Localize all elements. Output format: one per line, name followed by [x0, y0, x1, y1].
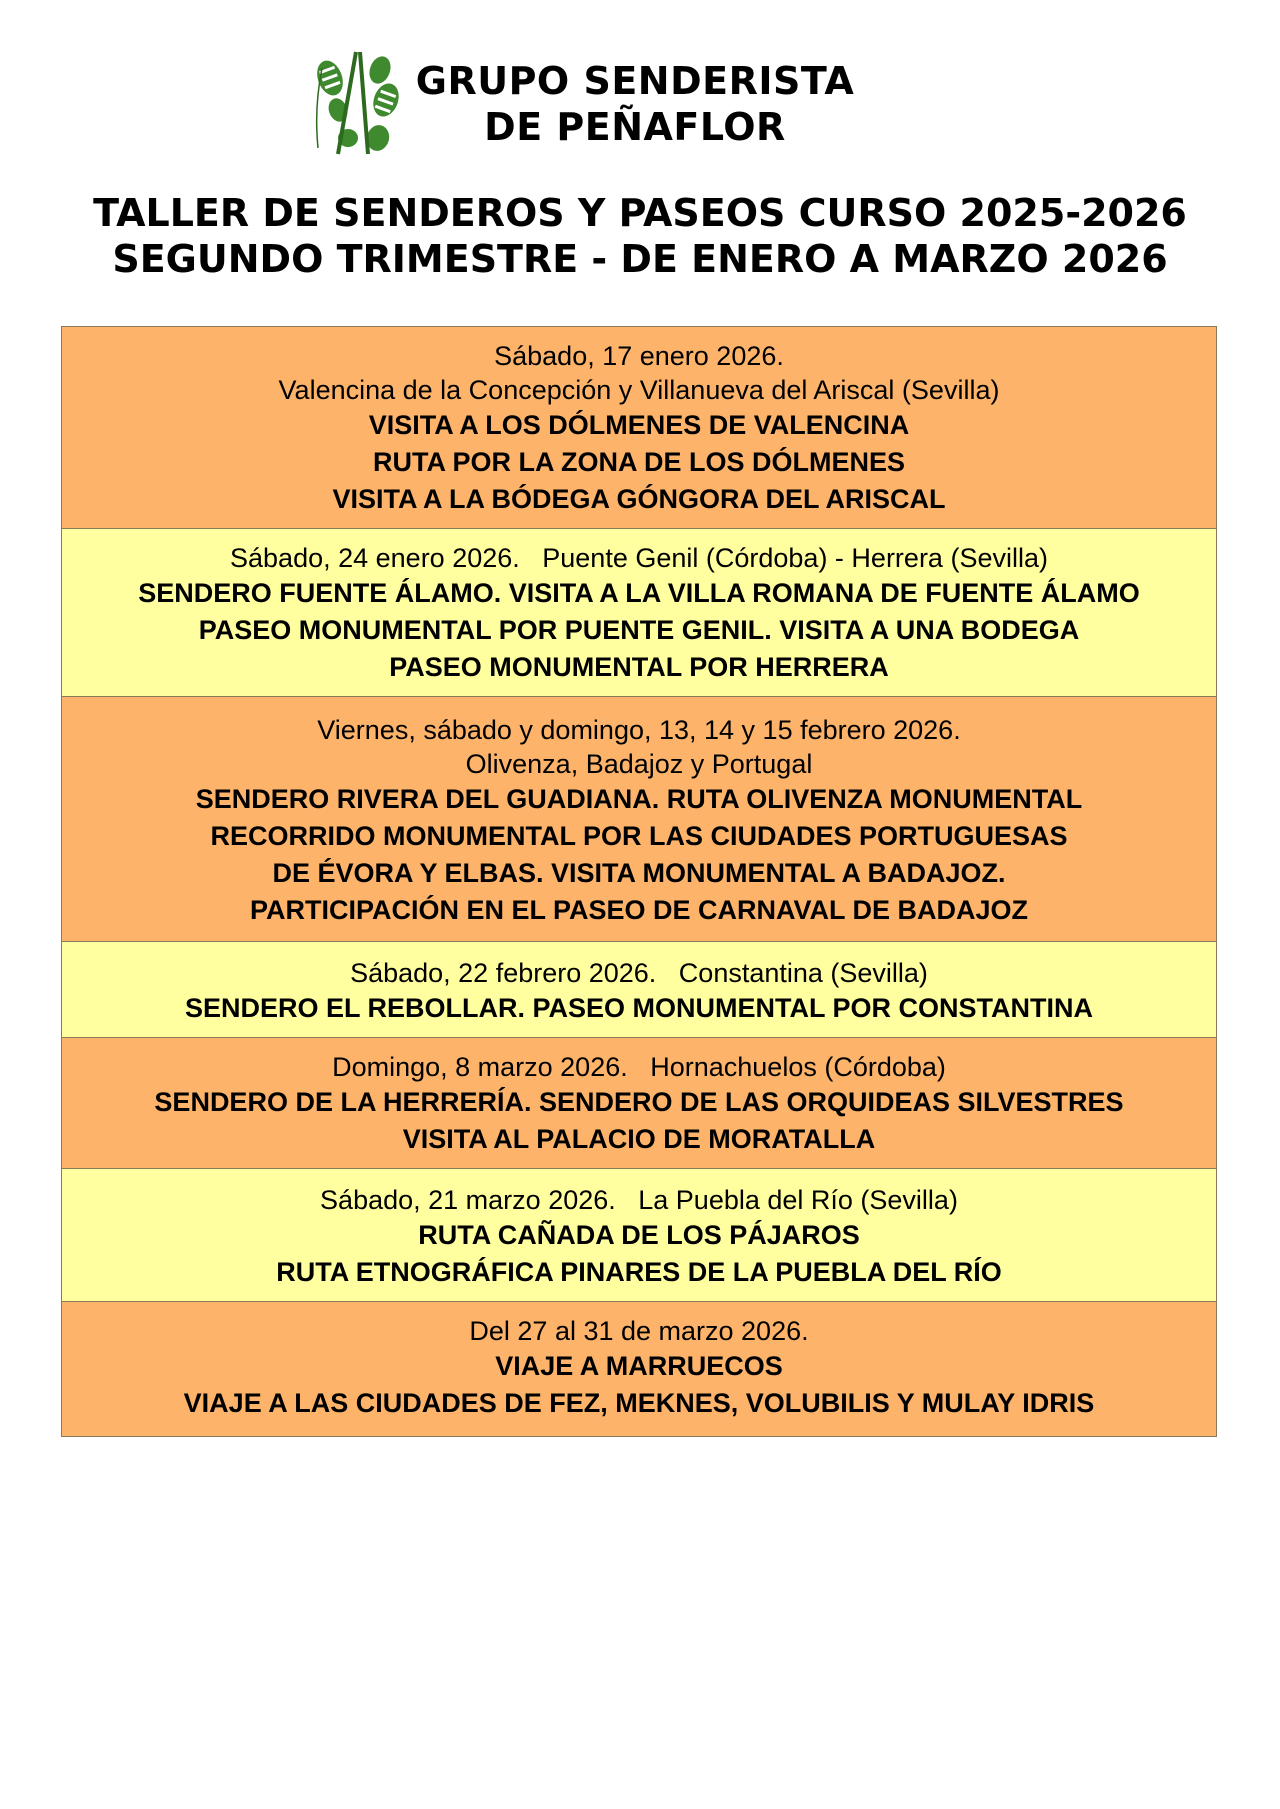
event-info: Olivenza, Badajoz y Portugal [465, 749, 813, 779]
event-row [62, 327, 1216, 529]
event-activity: VISITA A LA BÓDEGA GÓNGORA DEL ARISCAL [332, 484, 946, 514]
event-activity: SENDERO FUENTE ÁLAMO. VISITA A LA VILLA ROMANA DE FUENTE ÁLAMO [138, 578, 1140, 608]
event-row [62, 942, 1216, 1038]
title-line2: SEGUNDO TRIMESTRE - DE ENERO A MARZO 2026 [112, 237, 1168, 281]
event-info: Valencina de la Concepción y Villanueva del Ariscal (Sevilla) [278, 375, 1000, 405]
event-activity: RECORRIDO MONUMENTAL POR LAS CIUDADES PORTUGUESAS [210, 821, 1068, 851]
title-line1: TALLER DE SENDEROS Y PASEOS CURSO 2025-2026 [93, 191, 1187, 235]
event-row [62, 1169, 1216, 1302]
event-activity: VISITA AL PALACIO DE MORATALLA [402, 1124, 876, 1154]
event-info: Del 27 al 31 de marzo 2026. [469, 1316, 809, 1346]
club-name-line2: DE PEÑAFLOR [484, 105, 786, 149]
event-activity: SENDERO EL REBOLLAR. PASEO MONUMENTAL POR CONSTANTINA [184, 993, 1094, 1023]
event-activity: DE ÉVORA Y ELBAS. VISITA MONUMENTAL A BADAJOZ. [272, 858, 1006, 888]
event-info: Sábado, 21 marzo 2026. La Puebla del Río (Sevilla) [320, 1185, 958, 1215]
event-activity: PARTICIPACIÓN EN EL PASEO DE CARNAVAL DE BADAJOZ [249, 895, 1029, 925]
club-name-line1: GRUPO SENDERISTA [415, 59, 855, 103]
event-info: Viernes, sábado y domingo, 13, 14 y 15 febrero 2026. [317, 715, 961, 745]
event-info: Domingo, 8 marzo 2026. Hornachuelos (Córdoba) [332, 1052, 946, 1082]
event-activity: SENDERO DE LA HERRERÍA. SENDERO DE LAS ORQUIDEAS SILVESTRES [154, 1087, 1124, 1117]
events-table [61, 326, 1217, 1437]
event-activity: VIAJE A MARRUECOS [495, 1351, 783, 1381]
event-activity: RUTA ETNOGRÁFICA PINARES DE LA PUEBLA DEL RÍO [276, 1257, 1002, 1287]
event-info: Sábado, 22 febrero 2026. Constantina (Sevilla) [350, 958, 928, 988]
event-activity: RUTA POR LA ZONA DE LOS DÓLMENES [373, 447, 905, 477]
event-activity: PASEO MONUMENTAL POR HERRERA [389, 652, 889, 682]
event-activity: VISITA A LOS DÓLMENES DE VALENCINA [368, 410, 910, 440]
event-activity: SENDERO RIVERA DEL GUADIANA. RUTA OLIVENZA MONUMENTAL [195, 784, 1083, 814]
event-row [62, 1038, 1216, 1169]
event-row [62, 529, 1216, 697]
hiking-boot-prints-icon [308, 48, 408, 158]
event-row [62, 1302, 1216, 1436]
event-activity: PASEO MONUMENTAL POR PUENTE GENIL. VISITA A UNA BODEGA [198, 615, 1080, 645]
club-name [410, 58, 860, 150]
event-info: Sábado, 24 enero 2026. Puente Genil (Córdoba) - Herrera (Sevilla) [230, 543, 1048, 573]
event-row [62, 697, 1216, 942]
event-activity: RUTA CAÑADA DE LOS PÁJAROS [418, 1220, 860, 1250]
event-activity: VIAJE A LAS CIUDADES DE FEZ, MEKNES, VOLUBILIS Y MULAY IDRIS [183, 1388, 1095, 1418]
document-header [0, 0, 1280, 170]
page-title [0, 190, 1280, 282]
event-info: Sábado, 17 enero 2026. [494, 341, 784, 371]
